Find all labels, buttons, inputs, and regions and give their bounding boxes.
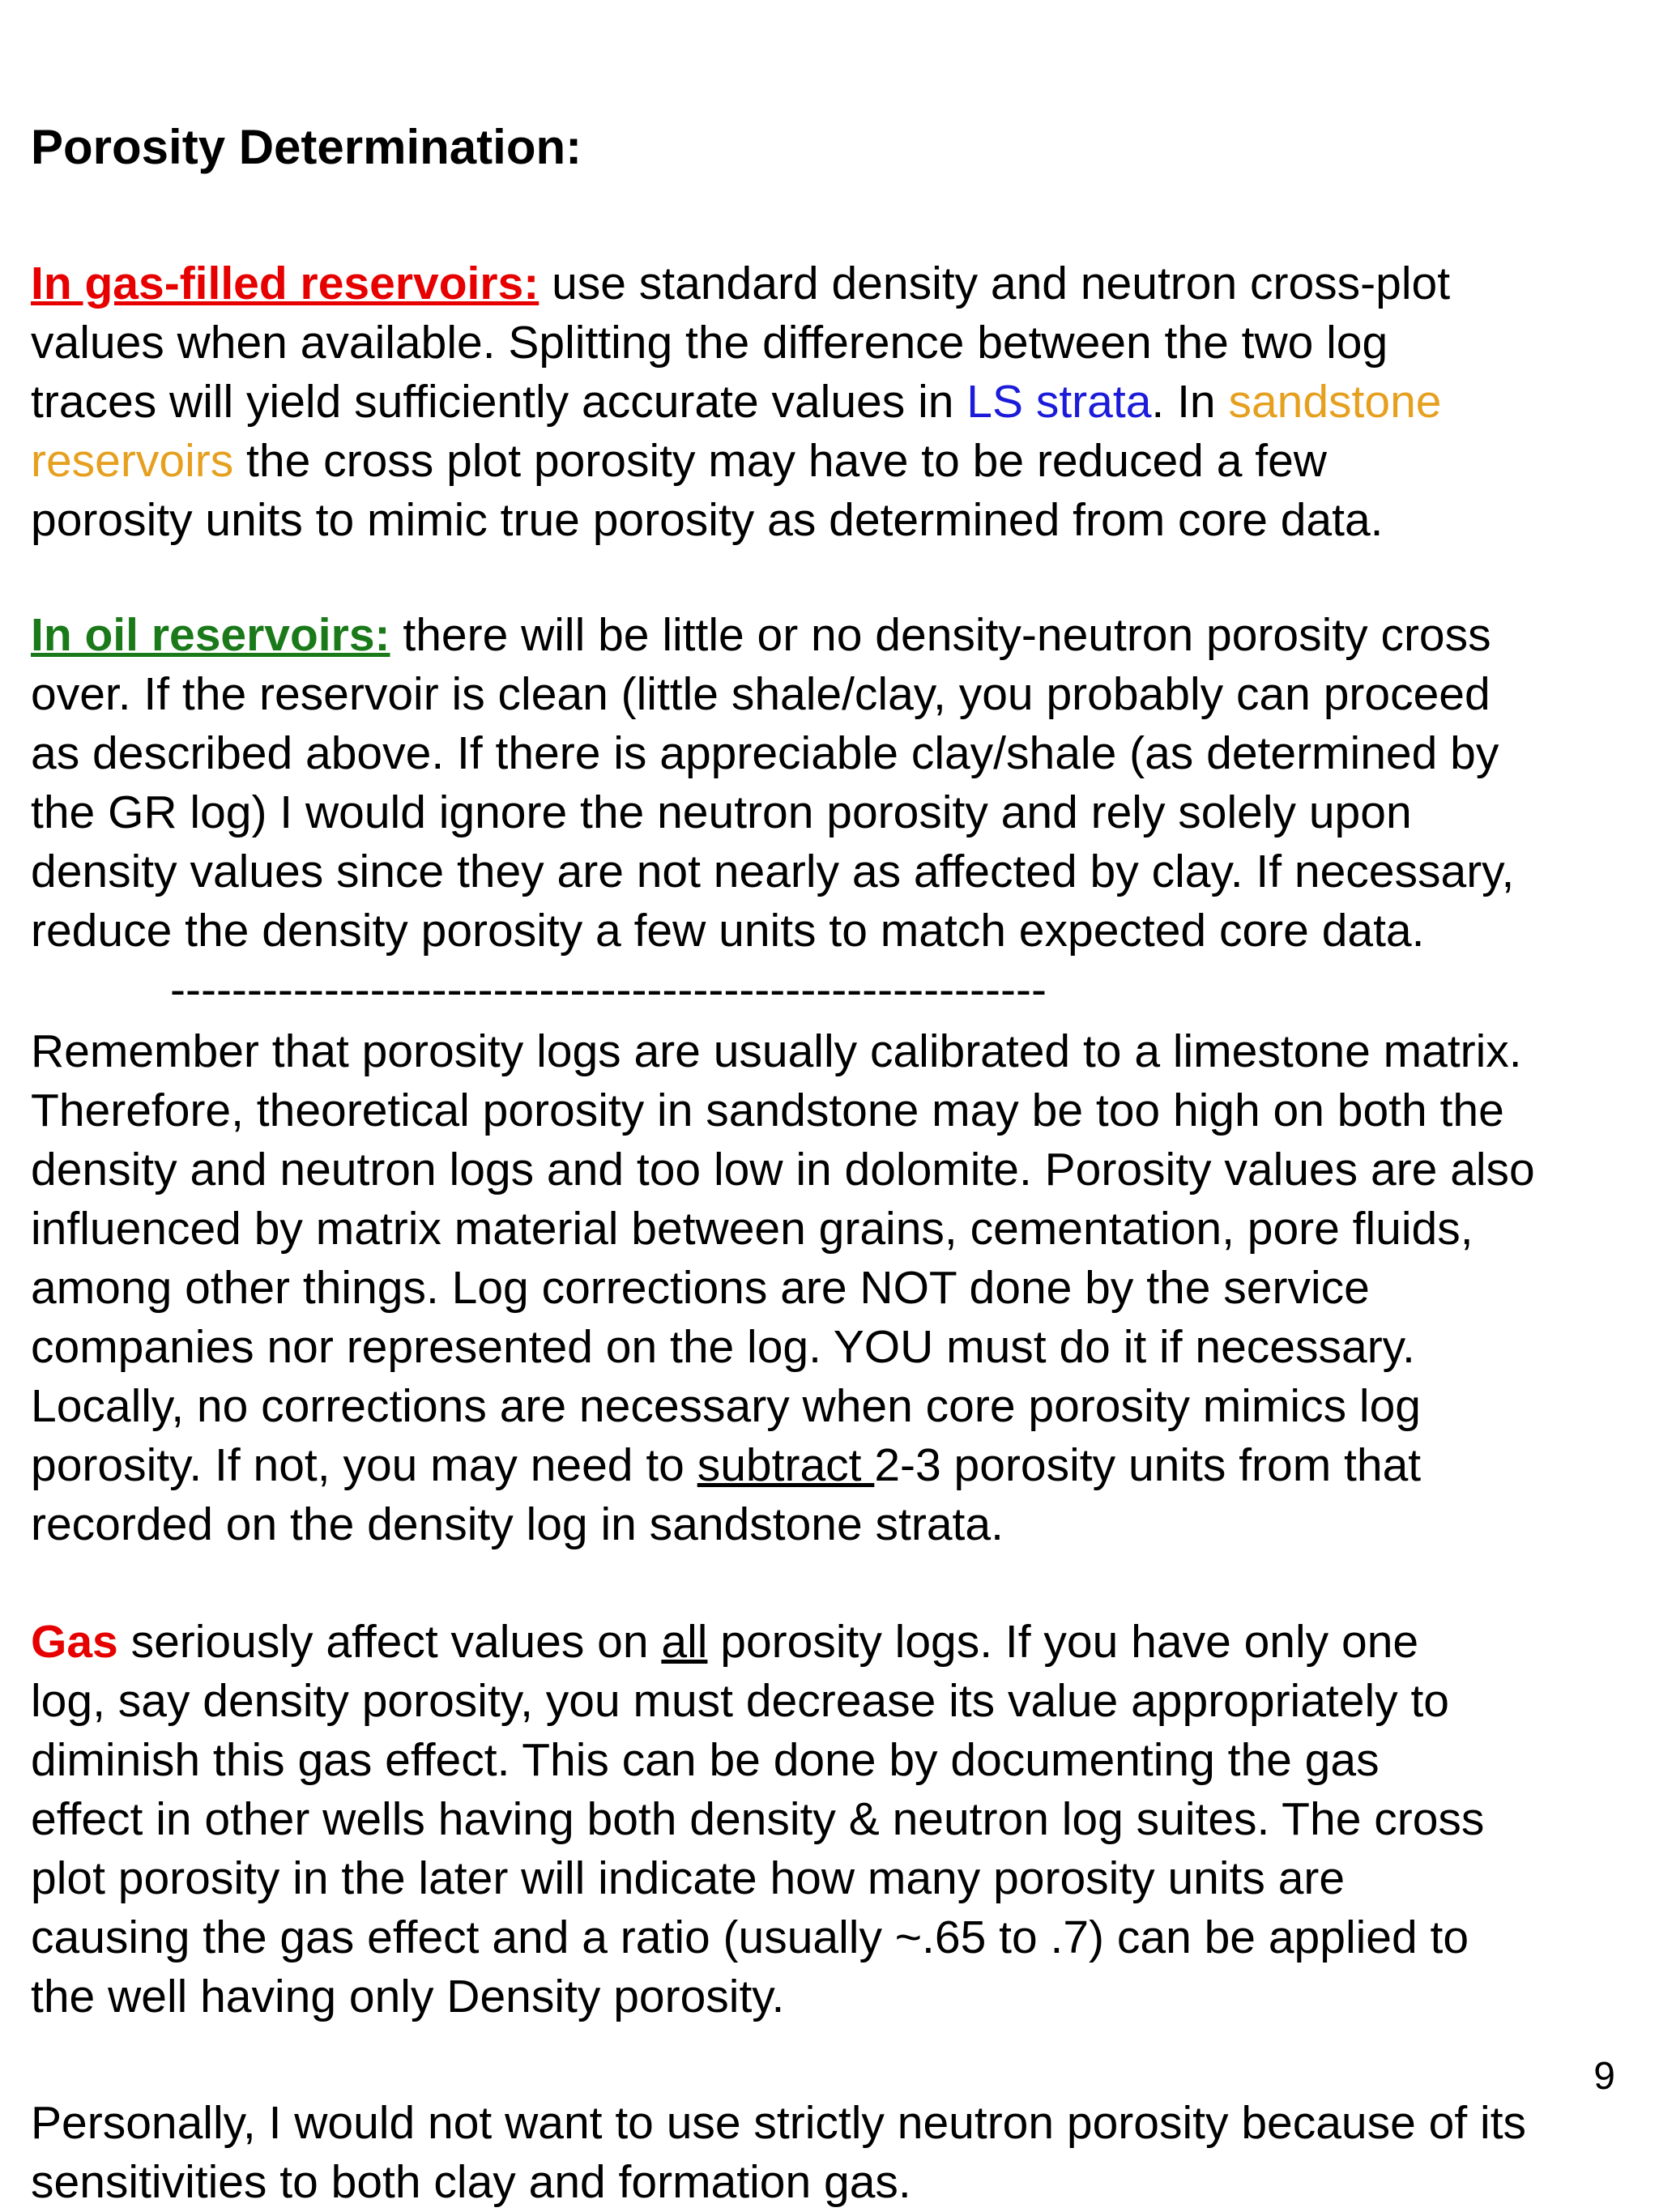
text-segment: the cross plot porosity may have to be reduced a few [233,435,1327,487]
text-line: over. If the reservoir is clean (little shale/clay, you probably can proceed [31,668,1491,720]
text-segment: use standard density and neutron cross-plot [539,258,1451,309]
text-line [31,254,1450,313]
subtract-underlined: subtract [697,1439,875,1491]
oil-reservoirs-heading: In oil reservoirs: [31,609,390,661]
text-line: as described above. If there is appreciable clay/shale (as determined by [31,727,1499,779]
page-number: 9 [1593,2055,1615,2098]
text-line: Therefore, theoretical porosity in sandstone may be too high on both the [31,1085,1504,1136]
text-line: density values since they are not nearly as affected by clay. If necessary, [31,846,1515,897]
reservoirs-highlight: reservoirs [31,435,234,487]
text-segment: porosity logs. If you have only one [707,1616,1419,1668]
sandstone-highlight: sandstone [1228,376,1442,428]
text-segment: porosity. If not, you may need to [31,1439,697,1491]
text-line: among other things. Log corrections are NOT done by the service [31,1262,1370,1314]
text-line: the GR log) I would ignore the neutron porosity and rely solely upon [31,786,1412,838]
closing-paragraph [31,2094,1526,2212]
text-line: reduce the density porosity a few units to match expected core data. [31,905,1425,957]
text-segment: 2-3 porosity units from that [874,1439,1422,1491]
all-underlined: all [661,1616,708,1668]
text-segment: seriously affect values on [117,1616,662,1668]
text-line: Remember that porosity logs are usually calibrated to a limestone matrix. [31,1025,1522,1077]
text-line: porosity units to mimic true porosity as determined from core data. [31,494,1384,546]
text-line: Personally, I would not want to use strictly neutron porosity because of its [31,2097,1527,2149]
document-page [31,0,1643,2212]
text-segment: traces will yield sufficiently accurate values in [31,376,967,428]
text-line [31,1613,1484,1672]
text-line [31,1436,1535,1495]
oil-reservoirs-paragraph [31,606,1514,961]
text-line: recorded on the density log in sandstone strata. [31,1498,1004,1550]
text-line: density and neutron logs and too low in dolomite. Porosity values are also [31,1144,1535,1196]
text-line: plot porosity in the later will indicate how many porosity units are [31,1852,1346,1904]
text-line: diminish this gas effect. This can be done by documenting the gas [31,1734,1380,1786]
gas-reservoirs-heading: In gas-filled reservoirs: [31,258,539,309]
text-line [31,432,1450,491]
text-segment: there will be little or no density-neutron porosity cross [390,609,1491,661]
text-line: sensitivities to both clay and formation gas. [31,2156,911,2208]
calibration-paragraph [31,1022,1535,1554]
text-line [31,373,1450,432]
text-line: Locally, no corrections are necessary when core porosity mimics log [31,1380,1421,1432]
text-line: values when available. Splitting the difference between the two log [31,317,1388,369]
text-line: companies nor represented on the log. YOU must do it if necessary. [31,1321,1415,1373]
page-title: Porosity Determination: [31,120,582,174]
text-line [31,606,1514,665]
text-line: influenced by matrix material between grains, cementation, pore fluids, [31,1203,1473,1255]
text-line: effect in other wells having both density & neutron log suites. The cross [31,1793,1485,1845]
ls-strata-highlight: LS strata [966,376,1152,428]
text-line: the well having only Density porosity. [31,1971,785,2022]
gas-reservoirs-paragraph [31,254,1450,550]
text-line: log, say density porosity, you must decrease its value appropriately to [31,1675,1449,1727]
text-segment: . In [1151,376,1229,428]
text-line: causing the gas effect and a ratio (usually ~.65 to .7) can be applied to [31,1912,1469,1963]
gas-highlight: Gas [31,1616,118,1668]
dashed-divider: --------------------------------------------------------- [170,964,1047,1016]
gas-effect-paragraph [31,1613,1484,2027]
